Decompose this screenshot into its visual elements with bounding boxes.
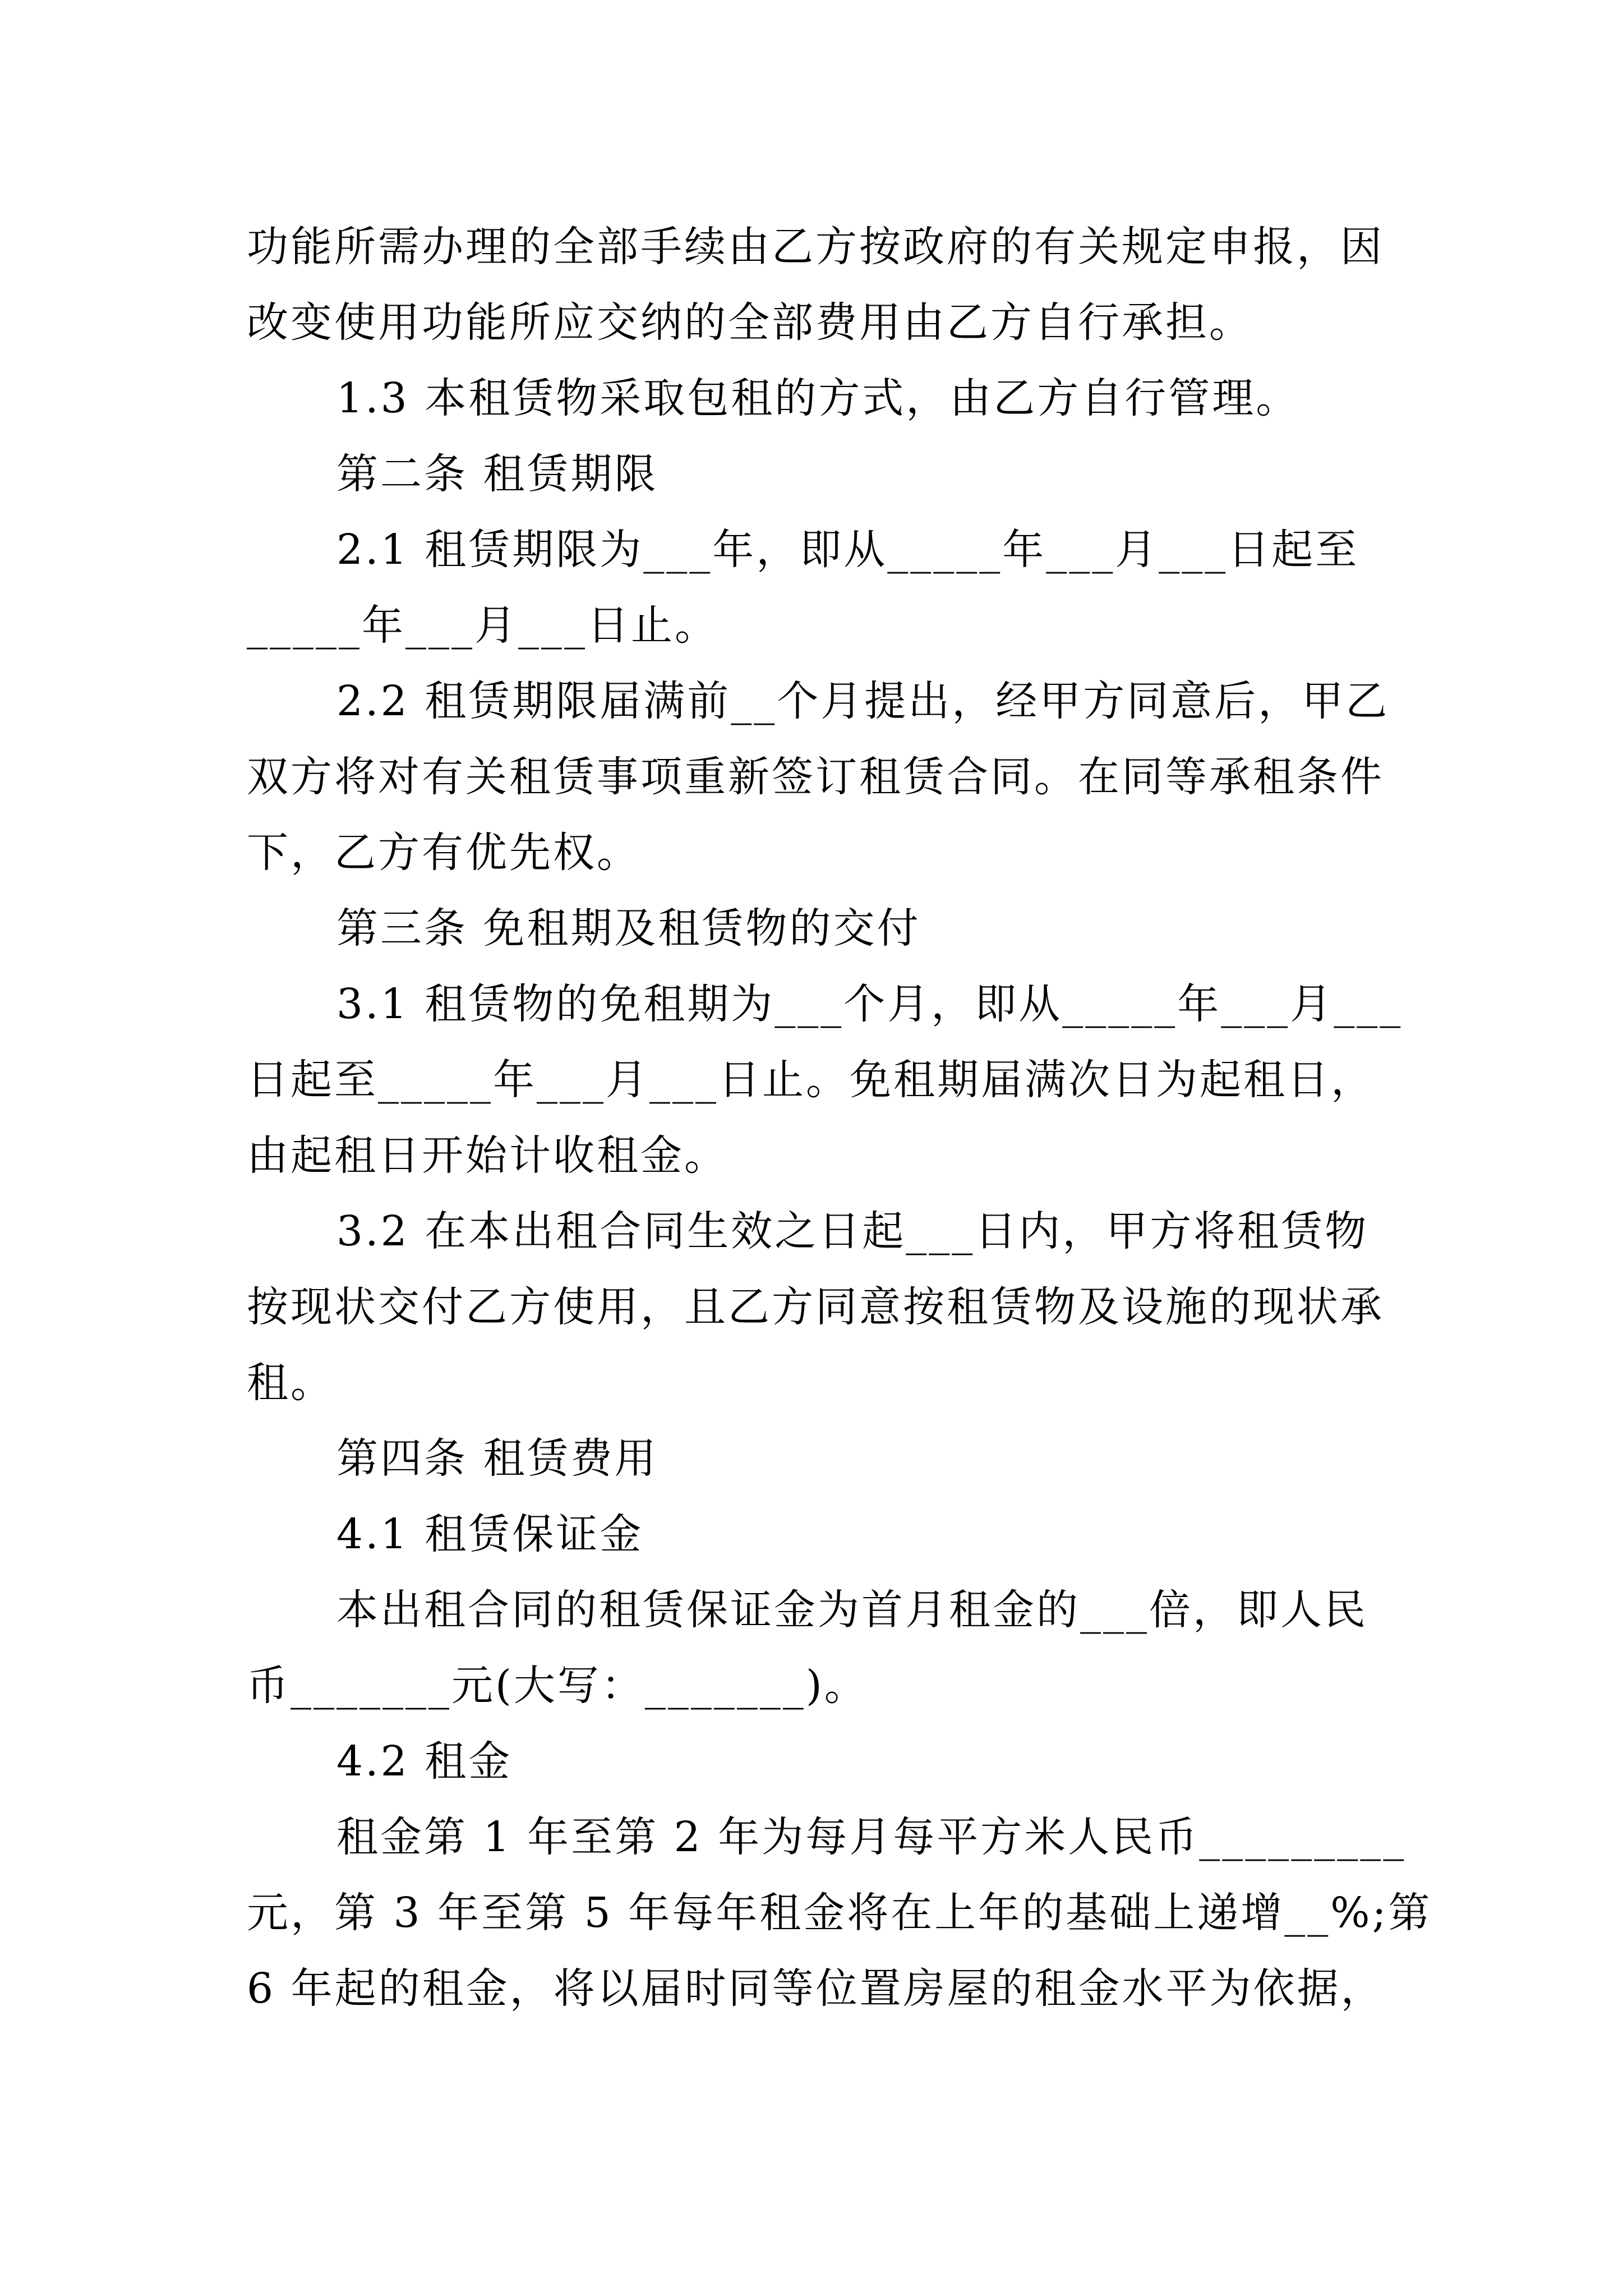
paragraph-line: _____年___月___日止。 — [247, 601, 718, 650]
paragraph-line: 6 年起的租金，将以届时同等位置房屋的租金水平为依据， — [247, 1964, 1385, 2013]
paragraph-line: 元，第 3 年至第 5 年每年租金将在上年的基础上递增__%;第 — [247, 1889, 1432, 1937]
section-heading: 第四条 租赁费用 — [336, 1434, 658, 1483]
paragraph-line: 改变使用功能所应交纳的全部费用由乙方自行承担。 — [247, 298, 1253, 347]
paragraph-line: 本出租合同的租赁保证金为首月租金的___倍，即人民 — [336, 1586, 1368, 1634]
subsection-heading: 4.1 租赁保证金 — [336, 1510, 644, 1558]
paragraph-line: 3.1 租赁物的免租期为___个月，即从_____年___月___ — [336, 980, 1403, 1028]
paragraph-line: 下，乙方有优先权。 — [247, 829, 640, 877]
paragraph-line: 功能所需办理的全部手续由乙方按政府的有关规定申报，因 — [247, 223, 1384, 271]
paragraph-line: 日起至_____年___月___日止。免租期届满次日为起租日， — [247, 1056, 1375, 1104]
subsection-heading: 4.2 租金 — [336, 1737, 513, 1786]
paragraph-line: 按现状交付乙方使用，且乙方同意按租赁物及设施的现状承 — [247, 1283, 1384, 1331]
paragraph-line: 租。 — [247, 1359, 334, 1407]
section-heading: 第三条 免租期及租赁物的交付 — [336, 904, 921, 953]
section-heading: 第二条 租赁期限 — [336, 450, 658, 498]
paragraph-line: 租金第 1 年至第 2 年为每月每平方米人民币_________ — [336, 1813, 1407, 1861]
paragraph-line: 由起租日开始计收租金。 — [247, 1131, 728, 1180]
paragraph-line: 1.3 本租赁物采取包租的方式，由乙方自行管理。 — [336, 374, 1300, 422]
paragraph-line: 2.1 租赁期限为___年，即从_____年___月___日起至 — [336, 526, 1359, 574]
paragraph-line: 双方将对有关租赁事项重新签订租赁合同。在同等承租条件 — [247, 753, 1384, 801]
paragraph-line: 3.2 在本出租合同生效之日起___日内，甲方将租赁物 — [336, 1207, 1369, 1255]
paragraph-line: 币_______元(大写：_______)。 — [247, 1662, 868, 1710]
paragraph-line: 2.2 租赁期限届满前__个月提出，经甲方同意后，甲乙 — [336, 677, 1390, 725]
